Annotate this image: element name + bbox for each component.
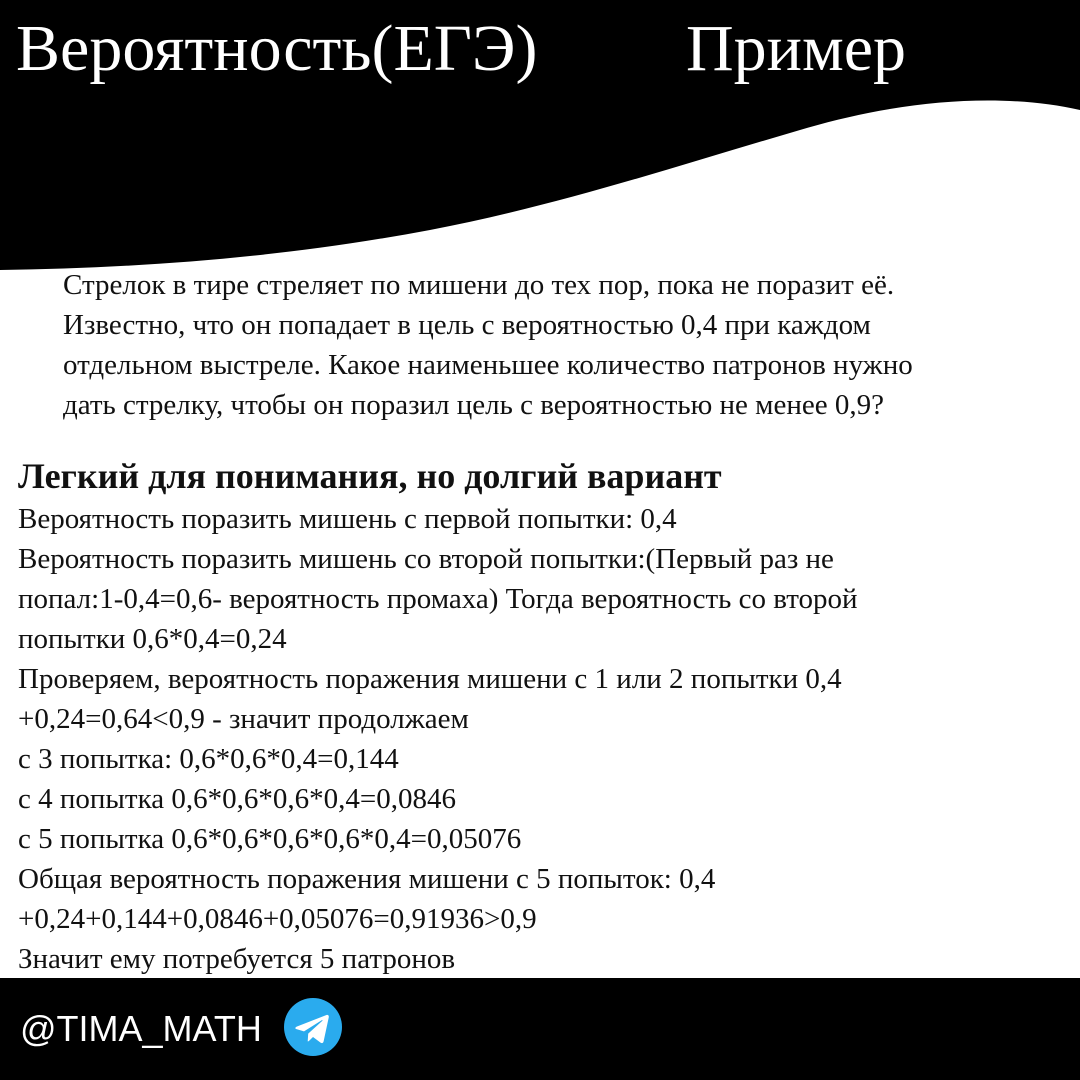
solution-line: Проверяем, вероятность поражения мишени с 1 или 2 попытки 0,4	[18, 663, 842, 695]
solution-text	[18, 499, 1018, 979]
problem-statement	[63, 265, 1063, 425]
solution-line: попал:1-0,4=0,6- вероятность промаха) Тогда вероятность со второй	[18, 583, 858, 615]
solution-line: Значит ему потребуется 5 патронов	[18, 943, 456, 975]
solution-line: +0,24=0,64<0,9 - значит продолжаем	[18, 703, 469, 735]
problem-line: дать стрелку, чтобы он поразил цель с вероятностью не менее 0,9?	[63, 389, 885, 421]
footer-bar	[0, 978, 1080, 1080]
page-title: Вероятность(ЕГЭ)	[16, 12, 538, 85]
solution-heading: Легкий для понимания, но долгий вариант	[18, 456, 722, 496]
solution-line: с 5 попытка 0,6*0,6*0,6*0,6*0,4=0,05076	[18, 823, 522, 855]
problem-line: Стрелок в тире стреляет по мишени до тех пор, пока не поразит её.	[63, 269, 895, 301]
telegram-icon[interactable]	[284, 998, 342, 1056]
problem-line: отдельном выстреле. Какое наименьшее количество патронов нужно	[63, 349, 913, 381]
example-label: Пример	[686, 12, 907, 85]
solution-line: с 3 попытка: 0,6*0,6*0,4=0,144	[18, 743, 399, 775]
solution-line: Вероятность поразить мишень со второй попытки:(Первый раз не	[18, 543, 834, 575]
solution-line: Вероятность поразить мишень с первой попытки: 0,4	[18, 503, 677, 535]
solution-line: +0,24+0,144+0,0846+0,05076=0,91936>0,9	[18, 903, 537, 935]
solution-line: с 4 попытка 0,6*0,6*0,6*0,4=0,0846	[18, 783, 456, 815]
author-handle[interactable]: @TIMA_MATH	[20, 1008, 262, 1049]
solution-line: Общая вероятность поражения мишени с 5 попыток: 0,4	[18, 863, 716, 895]
problem-line: Известно, что он попадает в цель с вероятностью 0,4 при каждом	[63, 309, 871, 341]
solution-line: попытки 0,6*0,4=0,24	[18, 623, 287, 655]
